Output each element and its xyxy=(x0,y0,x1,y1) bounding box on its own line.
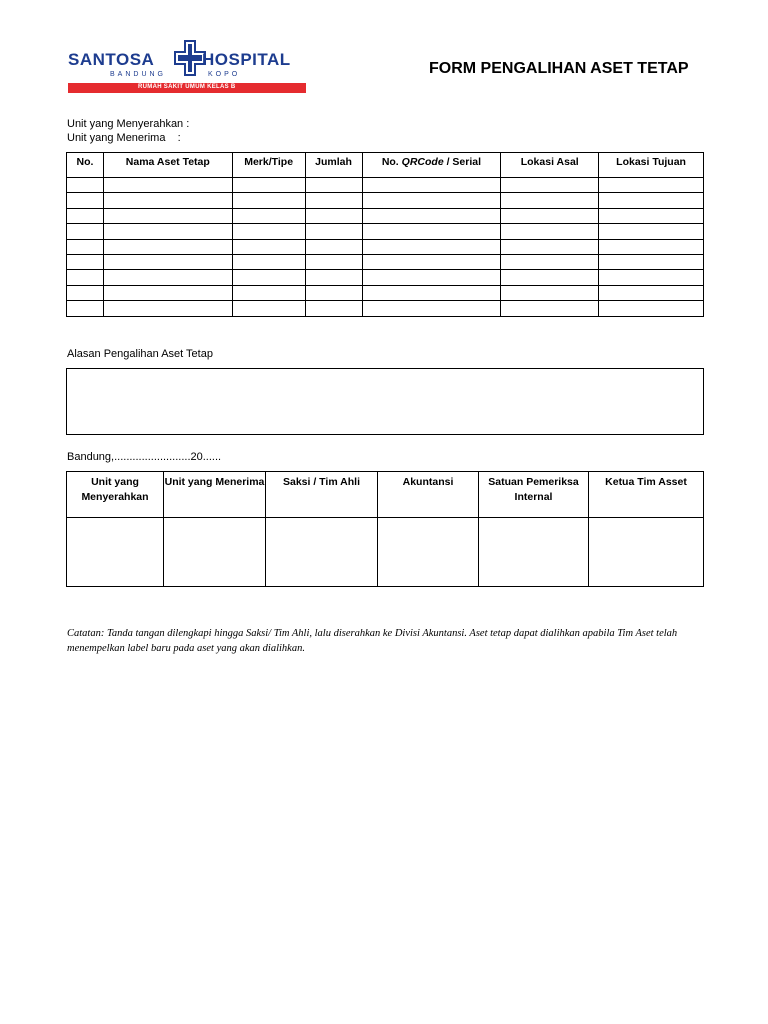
table-row xyxy=(67,208,704,223)
date-line: Bandung,.........................20...... xyxy=(67,451,222,463)
table-row xyxy=(67,285,704,300)
cell-nama[interactable] xyxy=(103,285,232,300)
cell-nama[interactable] xyxy=(103,224,232,239)
cell-lokasi-asal[interactable] xyxy=(501,285,599,300)
sig-header-unit-menyerahkan: Unit yang Menyerahkan xyxy=(67,472,164,518)
cell-no[interactable] xyxy=(67,254,104,269)
cell-lokasi-asal[interactable] xyxy=(501,224,599,239)
cell-jumlah[interactable] xyxy=(305,178,362,193)
logo-left-word: SANTOSA xyxy=(68,50,155,69)
header-no: No. xyxy=(67,153,104,178)
cell-qrcode[interactable] xyxy=(362,285,501,300)
reason-label: Alasan Pengalihan Aset Tetap xyxy=(67,348,213,360)
signature-box-ketua-tim[interactable] xyxy=(589,518,704,587)
cell-qrcode[interactable] xyxy=(362,239,501,254)
table-row xyxy=(67,270,704,285)
cell-lokasi-asal[interactable] xyxy=(501,178,599,193)
cell-lokasi-asal[interactable] xyxy=(501,301,599,316)
table-row xyxy=(67,224,704,239)
unit-menerima-label: Unit yang Menerima : xyxy=(67,132,181,144)
signature-box-spi[interactable] xyxy=(479,518,589,587)
logo-sub-right: KOPO xyxy=(208,71,241,78)
header-merk-tipe: Merk/Tipe xyxy=(232,153,305,178)
cell-no[interactable] xyxy=(67,208,104,223)
table-row xyxy=(67,254,704,269)
header-lokasi-tujuan: Lokasi Tujuan xyxy=(599,153,704,178)
cell-no[interactable] xyxy=(67,224,104,239)
sig-header-akuntansi: Akuntansi xyxy=(378,472,479,518)
cell-qrcode[interactable] xyxy=(362,301,501,316)
header-jumlah: Jumlah xyxy=(305,153,362,178)
cell-lokasi-tujuan[interactable] xyxy=(599,301,704,316)
cell-jumlah[interactable] xyxy=(305,224,362,239)
logo-sub-left: BANDUNG xyxy=(110,71,167,78)
cell-merk[interactable] xyxy=(232,270,305,285)
cell-lokasi-tujuan[interactable] xyxy=(599,193,704,208)
cell-nama[interactable] xyxy=(103,239,232,254)
sig-header-unit-menerima: Unit yang Menerima xyxy=(164,472,266,518)
cell-jumlah[interactable] xyxy=(305,239,362,254)
cell-merk[interactable] xyxy=(232,285,305,300)
cell-lokasi-tujuan[interactable] xyxy=(599,239,704,254)
cell-qrcode[interactable] xyxy=(362,254,501,269)
cell-qrcode[interactable] xyxy=(362,208,501,223)
table-row xyxy=(67,301,704,316)
header-qr-italic: QRCode xyxy=(401,156,444,168)
sig-header-spi: Satuan Pemeriksa Internal xyxy=(479,472,589,518)
hospital-logo xyxy=(68,40,306,94)
cell-no[interactable] xyxy=(67,239,104,254)
signature-table-header xyxy=(67,472,704,518)
cell-merk[interactable] xyxy=(232,208,305,223)
cell-jumlah[interactable] xyxy=(305,270,362,285)
sig-header-saksi: Saksi / Tim Ahli xyxy=(266,472,378,518)
cell-no[interactable] xyxy=(67,270,104,285)
cell-qrcode[interactable] xyxy=(362,178,501,193)
cell-jumlah[interactable] xyxy=(305,193,362,208)
cell-lokasi-asal[interactable] xyxy=(501,193,599,208)
footnote: Catatan: Tanda tangan dilengkapi hingga Saksi/ Tim Ahli, lalu diserahkan ke Divisi Akuntansi. Aset tetap dapat dialihkan apabila Tim Aset telah menempelkan label baru pada aset yang akan dialihkan. xyxy=(67,628,678,654)
header-qrcode-serial xyxy=(362,153,501,178)
cell-nama[interactable] xyxy=(103,193,232,208)
reason-text-box[interactable] xyxy=(66,368,704,435)
cell-merk[interactable] xyxy=(232,224,305,239)
cell-qrcode[interactable] xyxy=(362,193,501,208)
signature-row xyxy=(67,518,704,587)
cell-jumlah[interactable] xyxy=(305,254,362,269)
cell-no[interactable] xyxy=(67,285,104,300)
cell-lokasi-asal[interactable] xyxy=(501,239,599,254)
sig-header-ketua-tim: Ketua Tim Asset xyxy=(589,472,704,518)
unit-menyerahkan-label: Unit yang Menyerahkan : xyxy=(67,118,190,130)
cell-no[interactable] xyxy=(67,178,104,193)
table-row xyxy=(67,193,704,208)
cell-lokasi-tujuan[interactable] xyxy=(599,285,704,300)
cell-lokasi-tujuan[interactable] xyxy=(599,270,704,285)
signature-box-unit-menerima[interactable] xyxy=(164,518,266,587)
signature-box-saksi[interactable] xyxy=(266,518,378,587)
cell-lokasi-tujuan[interactable] xyxy=(599,178,704,193)
table-row xyxy=(67,178,704,193)
signature-table xyxy=(66,471,704,587)
header-nama-aset: Nama Aset Tetap xyxy=(103,153,232,178)
header-qr-suffix: / Serial xyxy=(443,156,482,168)
cell-nama[interactable] xyxy=(103,208,232,223)
cell-lokasi-tujuan[interactable] xyxy=(599,254,704,269)
asset-table-header xyxy=(67,153,704,178)
cell-lokasi-tujuan[interactable] xyxy=(599,224,704,239)
cell-lokasi-asal[interactable] xyxy=(501,270,599,285)
signature-box-unit-menyerahkan[interactable] xyxy=(67,518,164,587)
cell-merk[interactable] xyxy=(232,301,305,316)
cell-nama[interactable] xyxy=(103,270,232,285)
signature-box-akuntansi[interactable] xyxy=(378,518,479,587)
cell-merk[interactable] xyxy=(232,178,305,193)
header-lokasi-asal: Lokasi Asal xyxy=(501,153,599,178)
cell-lokasi-asal[interactable] xyxy=(501,254,599,269)
cell-merk[interactable] xyxy=(232,239,305,254)
cell-merk[interactable] xyxy=(232,193,305,208)
cell-nama[interactable] xyxy=(103,254,232,269)
logo-bar-text: RUMAH SAKIT UMUM KELAS B xyxy=(138,84,236,90)
header-qr-prefix: No. xyxy=(381,156,402,168)
cell-lokasi-asal[interactable] xyxy=(501,208,599,223)
cell-nama[interactable] xyxy=(103,301,232,316)
cell-nama[interactable] xyxy=(103,178,232,193)
cell-qrcode[interactable] xyxy=(362,270,501,285)
cell-jumlah[interactable] xyxy=(305,208,362,223)
cell-no[interactable] xyxy=(67,301,104,316)
cell-no[interactable] xyxy=(67,193,104,208)
cell-jumlah[interactable] xyxy=(305,285,362,300)
cell-merk[interactable] xyxy=(232,254,305,269)
logo-right-word: HOSPITAL xyxy=(202,50,291,69)
table-row xyxy=(67,239,704,254)
asset-table-body xyxy=(67,178,704,317)
asset-table xyxy=(66,152,704,317)
form-title: FORM PENGALIHAN ASET TETAP xyxy=(429,60,689,77)
cell-lokasi-tujuan[interactable] xyxy=(599,208,704,223)
cell-qrcode[interactable] xyxy=(362,224,501,239)
cell-jumlah[interactable] xyxy=(305,301,362,316)
